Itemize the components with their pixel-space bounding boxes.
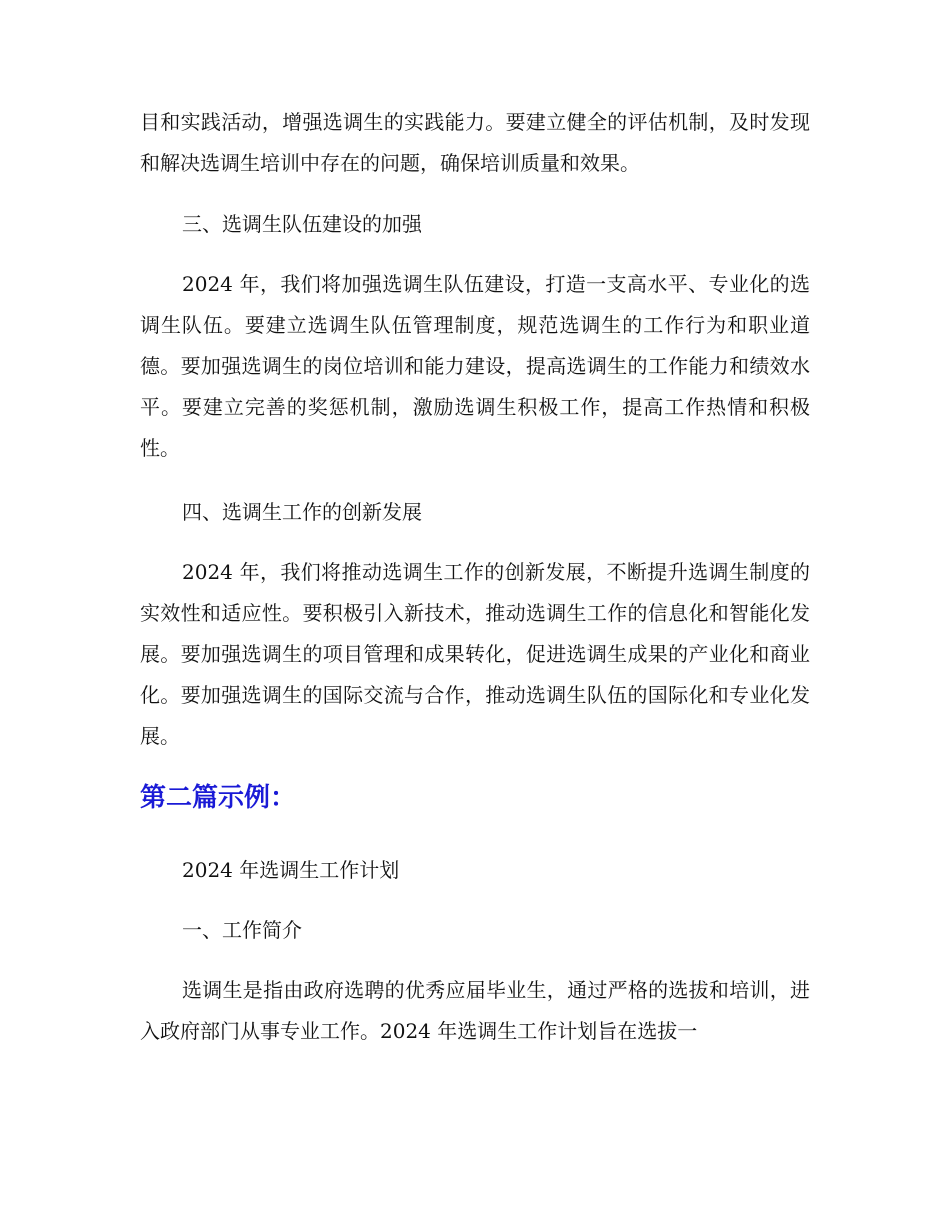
paragraph-section-4: 2024 年，我们将推动选调生工作的创新发展，不断提升选调生制度的实效性和适应性。要积极引入新技术，推动选调生工作的信息化和智能化发展。要加强选调生的项目管理和成果转化，促进选调生成果的产业化和商业化。要加强选调生的国际交流与合作，推动选调生队伍的国际化和专业化发展。 xyxy=(140,560,810,748)
heading-section-3: 三、选调生队伍建设的加强 xyxy=(182,212,422,236)
paragraph-section-3: 2024 年，我们将加强选调生队伍建设，打造一支高水平、专业化的选调生队伍。要建立选调生队伍管理制度，规范选调生的工作行为和职业道德。要加强选调生的岗位培训和能力建设，提高选调生的工作能力和绩效水平。要建立完善的奖惩机制，激励选调生积极工作，提高工作热情和积极性。 xyxy=(140,272,810,460)
section-title: 第二篇示例： xyxy=(140,783,297,813)
heading-section-1: 一、工作简介 xyxy=(182,918,302,942)
document-title: 2024 年选调生工作计划 xyxy=(182,858,400,882)
heading-section-4: 四、选调生工作的创新发展 xyxy=(182,500,422,524)
paragraph-continued: 目和实践活动，增强选调生的实践能力。要建立健全的评估机制，及时发现和解决选调生培训中存在的问题，确保培训质量和效果。 xyxy=(140,110,810,175)
paragraph-section-1: 选调生是指由政府选聘的优秀应届毕业生，通过严格的选拔和培训，进入政府部门从事专业工作。2024 年选调生工作计划旨在选拔一 xyxy=(140,978,810,1043)
